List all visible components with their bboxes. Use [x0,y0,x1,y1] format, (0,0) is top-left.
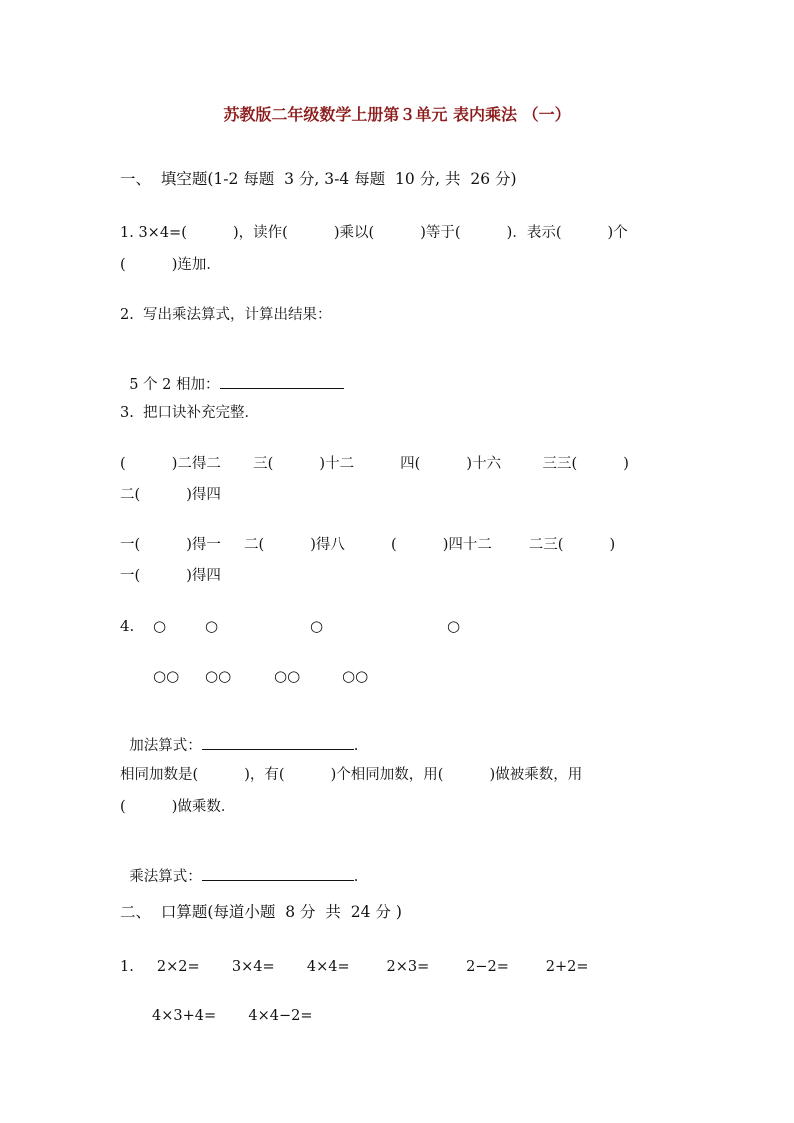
q4-label: 4. [120,617,135,635]
q2-answer-blank[interactable] [220,374,344,389]
q2-answer-row [120,356,344,394]
q1-line-1: 1. 3×4=( )，读作( )乘以( )等于( )．表示( )个 [120,225,628,241]
multiplication-label: 乘法算式： [129,869,202,885]
same-addend-line-1: 相同加数是( )，有( )个相同加数，用( )做被乘数，用 [120,767,583,783]
section-1-heading: 一、 填空题(1-2 每题 3 分, 3-4 每题 10 分, 共 26 分) [120,170,517,188]
q4-circle-row-2 [120,667,540,685]
mental-math-line-2: 4×3+4= 4×4−2= [152,1008,313,1024]
addition-end: . [353,738,359,754]
q3-row-1-wrap: 二( )得四 [120,487,221,503]
q3-row-2: 一( )得一 二( )得八 ( )四十二 二三( ) [120,537,616,553]
same-addend-line-2: ( )做乘数． [120,799,236,815]
multiplication-end: . [353,869,359,885]
page-title: 苏教版二年级数学上册第３单元 表内乘法 （一） [223,105,571,124]
q1-line-2: ( )连加． [120,257,221,273]
circle-icon: ○ [153,617,167,635]
multiplication-row [120,848,358,886]
circle-pair-icon: ○○ [153,667,180,685]
q3-row-1: ( )二得二 三( )十二 四( )十六 三三( ) [120,456,629,472]
q3-text: 3. 把口诀补充完整． [120,405,260,421]
circle-pair-icon: ○○ [205,667,232,685]
circle-pair-icon: ○○ [342,667,369,685]
q2-text: 2. 写出乘法算式，计算出结果： [120,307,332,323]
mental-math-line-1: 1. 2×2= 3×4= 4×4= 2×3= 2−2= 2+2= [120,959,589,975]
circle-icon: ○ [447,617,461,635]
circle-icon: ○ [205,617,219,635]
q3-row-2-wrap: 一( )得四 [120,568,221,584]
addition-answer-blank[interactable] [202,735,354,750]
section-2-heading: 二、 口算题(每道小题 8 分 共 24 分 ) [120,903,402,921]
addition-row [120,717,358,755]
addition-label: 加法算式： [129,738,202,754]
multiplication-answer-blank[interactable] [202,866,354,881]
circle-icon: ○ [310,617,324,635]
circle-pair-icon: ○○ [274,667,301,685]
q4-circle-row-1 [120,617,540,635]
q2-prompt: 5 个 2 相加： [129,377,220,393]
